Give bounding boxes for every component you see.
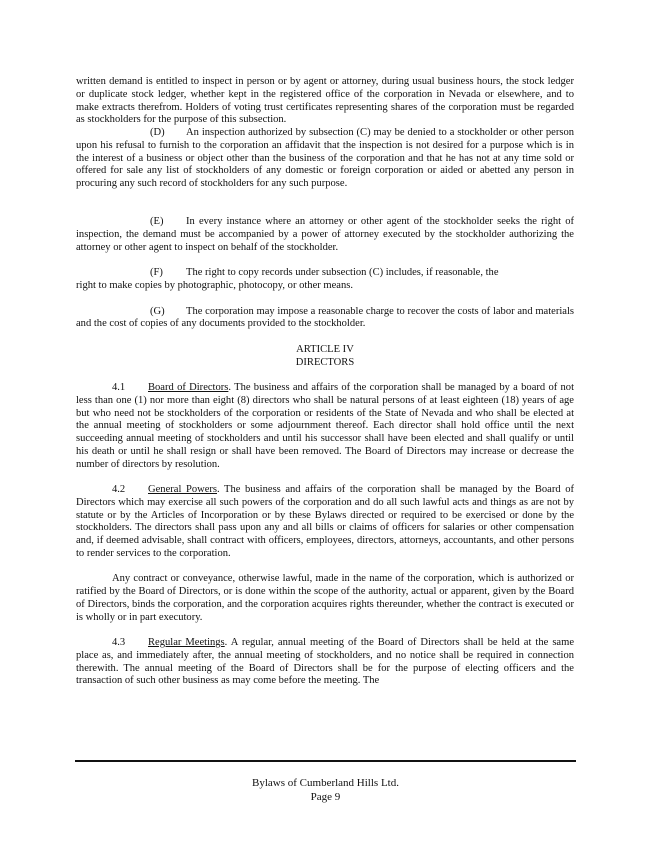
- subsection-g-text: The corporation may impose a reasonable charge to recover the costs of labor and materials and the cost of copies of any documents provided to the stockholder.: [76, 305, 574, 330]
- footer-title: Bylaws of Cumberland Hills Ltd.: [252, 777, 399, 789]
- document-body: [76, 76, 574, 688]
- section-4-1: [76, 382, 574, 471]
- paragraph-subsection-g: [76, 306, 574, 332]
- subsection-g-label: (G): [150, 305, 165, 317]
- subsection-e-text: In every instance where an attorney or other agent of the stockholder seeks the right of inspection, the demand must be accompanied by a power of attorney executed by the stockholder authorizing the attorney or other agent to inspect on behalf of the stockholder.: [76, 216, 574, 253]
- paragraph-subsection-d: [76, 127, 574, 191]
- paragraph-intro: written demand is entitled to inspect in person or by agent or attorney, during usual business hours, the stock ledger or duplicate stock ledger, whether kept in the registered office of the corporation in Nevada or elsewhere, and to make extracts therefrom. Holders of voting trust certificates representing shares of the corporation must be regarded as stockholders for the purpose of this subsection.: [76, 76, 574, 126]
- section-4-2: [76, 484, 574, 561]
- section-4-1-text: . The business and affairs of the corporation shall be managed by a board of not less than one (1) nor more than eight (8) directors who shall be natural persons of at least eighteen (18) years of age but who need not be stockholders of the corporation or residents of the State of Nevada and who shall be elected at the annual meeting of stockholders or some adjournment thereof. Each director shall hold office until the next succeeding annual meeting of stockholders and until his successor shall have been elected and shall qualify or until his death or until he shall resign or shall have been removed. The Board of Directors may increase or decrease the number of directors by resolution.: [76, 382, 575, 470]
- section-4-2-paragraph-2: Any contract or conveyance, otherwise lawful, made in the name of the corporation, which is authorized or ratified by the Board of Directors, or is done within the scope of the authority, actual or apparent, given by the Board of Directors, binds the corporation, and the corporation acquires rights thereunder, whether the contract is executed or is wholly or in part executory.: [76, 573, 574, 623]
- section-4-3-number: 4.3: [112, 637, 126, 648]
- section-4-1-heading: Board of Directors: [148, 382, 229, 393]
- article-number: ARTICLE IV: [296, 343, 354, 355]
- section-4-2-number: 4.2: [112, 484, 126, 495]
- section-4-3-heading: Regular Meetings: [148, 637, 225, 648]
- footer-page-number: Page 9: [310, 791, 341, 803]
- paragraph-subsection-f: [76, 267, 574, 280]
- section-4-2-heading: General Powers: [148, 484, 218, 495]
- section-4-2-text: . The business and affairs of the corporation shall be managed by the Board of Directors which may exercise all such powers of the corporation and do all such lawful acts and things as are not by statute or by the Articles of Incorporation or by these Bylaws directed or required to be exercised or done by the stockholders. The directors shall pass upon any and all bills or claims of officers for salaries or other compensation and, if deemed advisable, shall contract with officers, employees, directors, attorneys, accountants, and other persons to render services to the corporation.: [76, 484, 574, 559]
- subsection-e-label: (E): [150, 216, 164, 228]
- section-4-1-number: 4.1: [112, 382, 126, 393]
- article-title: DIRECTORS: [295, 356, 355, 368]
- section-4-3: [76, 637, 574, 688]
- subsection-f-text: The right to copy records under subsection (C) includes, if reasonable, the: [186, 267, 499, 279]
- subsection-d-label: (D): [150, 127, 165, 138]
- paragraph-subsection-f-continued: right to make copies by photographic, photocopy, or other means.: [76, 280, 353, 291]
- subsection-f-label: (F): [150, 267, 163, 279]
- page-footer: [75, 776, 576, 804]
- subsection-d-text: An inspection authorized by subsection (C) may be denied to a stockholder or other person upon his refusal to furnish to the corporation an affidavit that the inspection is not desired for a purpose which is in the interest of a business or object other than the business of the corporation and that he has not at any time sold or offered for sale any list of stockholders of any domestic or foreign corporation or aided or abetted any person in procuring any such record of stockholders for any such purpose.: [76, 127, 574, 189]
- footer-divider: [75, 760, 576, 762]
- paragraph-subsection-e: [76, 216, 574, 254]
- section-4-3-text: . A regular, annual meeting of the Board of Directors shall be held at the same place as, and immediately after, the annual meeting of stockholders, and no notice shall be required in connection therewith. The annual meeting of the Board of Directors shall be for the purpose of electing officers and the transaction of such other business as may come before the meeting. The: [76, 637, 574, 687]
